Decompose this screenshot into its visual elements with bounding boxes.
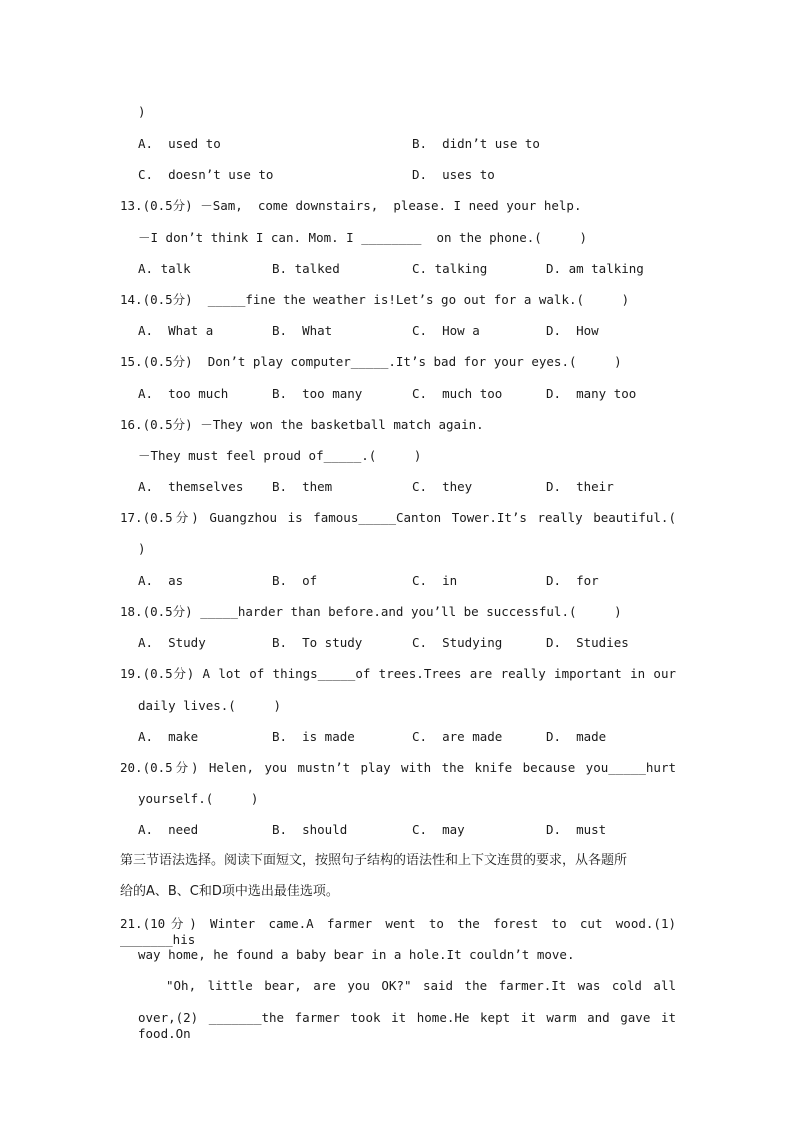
q15-option-d[interactable]: D. many too [546, 386, 637, 401]
q20-option-c[interactable]: C. may [412, 822, 465, 837]
q20-option-a[interactable]: A. need [138, 822, 199, 837]
section-instructions: 第三节语法选择。阅读下面短文，按照句子结构的语法性和上下文连贯的要求，从各题所 [120, 853, 628, 868]
q16-option-c[interactable]: C. they [412, 479, 473, 494]
q15-option-b[interactable]: B. too many [272, 386, 363, 401]
q14-stem: 14.(0.5分) _____fine the weather is!Let’s go out for a walk.( ) [120, 292, 630, 307]
q17-option-d[interactable]: D. for [546, 573, 599, 588]
q17-stem-line2: ) [138, 541, 146, 556]
q19-stem: 19.(0.5分) A lot of things_____of trees.Trees are really important in our [120, 666, 676, 681]
q13-option-b[interactable]: B. talked [272, 261, 340, 276]
q16-stem-line2: －They must feel proud of_____.( ) [138, 448, 422, 463]
q17-option-c[interactable]: C. in [412, 573, 458, 588]
q20-stem: 20.(0.5分) Helen, you mustn’t play with the knife because you_____hurt [120, 760, 676, 775]
q13-stem: 13.(0.5分) －Sam, come downstairs, please. I need your help. [120, 198, 582, 213]
q16-option-d[interactable]: D. their [546, 479, 614, 494]
q18-option-b[interactable]: B. To study [272, 635, 363, 650]
q19-option-d[interactable]: D. made [546, 729, 607, 744]
q12-option-d[interactable]: D. uses to [412, 167, 495, 182]
q20-option-d[interactable]: D. must [546, 822, 607, 837]
q15-stem: 15.(0.5分) Don’t play computer_____.It’s bad for your eyes.( ) [120, 354, 622, 369]
q17-option-b[interactable]: B. of [272, 573, 318, 588]
q18-option-a[interactable]: A. Study [138, 635, 206, 650]
q18-option-d[interactable]: D. Studies [546, 635, 629, 650]
q13-option-c[interactable]: C. talking [412, 261, 488, 276]
q19-option-b[interactable]: B. is made [272, 729, 355, 744]
q21-passage-line2: way home, he found a baby bear in a hole.It couldn’t move. [138, 947, 575, 962]
q12-option-a[interactable]: A. used to [138, 136, 221, 151]
q18-option-c[interactable]: C. Studying [412, 635, 503, 650]
q20-stem-line2: yourself.( ) [138, 791, 259, 806]
q13-stem-line2: －I don’t think I can. Mom. I ________ on the phone.( ) [138, 230, 587, 245]
q13-option-d[interactable]: D. am talking [546, 261, 644, 276]
q12-option-b[interactable]: B. didn’t use to [412, 136, 540, 151]
q13-option-a[interactable]: A. talk [138, 261, 191, 276]
q16-option-b[interactable]: B. them [272, 479, 333, 494]
q19-option-a[interactable]: A. make [138, 729, 199, 744]
q15-option-a[interactable]: A. too much [138, 386, 229, 401]
q14-option-d[interactable]: D. How [546, 323, 599, 338]
q12-option-c[interactable]: C. doesn’t use to [138, 167, 274, 182]
q14-option-a[interactable]: A. What a [138, 323, 214, 338]
q18-stem: 18.(0.5分) _____harder than before.and you’ll be successful.( ) [120, 604, 622, 619]
q14-option-c[interactable]: C. How a [412, 323, 480, 338]
section-instructions-line2: 给的A、B、C和D项中选出最佳选项。 [120, 884, 339, 899]
q12-tail: ) [138, 104, 146, 119]
q21-passage-line3: "Oh, little bear, are you OK?" said the farmer.It was cold all [166, 978, 676, 993]
q21-passage-line4: over,(2) _______the farmer took it home.He kept it warm and gave it food.On [138, 1010, 676, 1041]
q19-stem-line2: daily lives.( ) [138, 698, 281, 713]
q17-option-a[interactable]: A. as [138, 573, 184, 588]
q16-stem: 16.(0.5分) －They won the basketball match again. [120, 417, 484, 432]
q20-option-b[interactable]: B. should [272, 822, 348, 837]
q19-option-c[interactable]: C. are made [412, 729, 503, 744]
q21-passage-line1: 21.(10分) Winter came.A farmer went to the forest to cut wood.(1) _______his [120, 916, 676, 947]
q16-option-a[interactable]: A. themselves [138, 479, 244, 494]
q17-stem: 17.(0.5分) Guangzhou is famous_____Canton Tower.It’s really beautiful.( [120, 510, 676, 525]
q15-option-c[interactable]: C. much too [412, 386, 503, 401]
q14-option-b[interactable]: B. What [272, 323, 333, 338]
